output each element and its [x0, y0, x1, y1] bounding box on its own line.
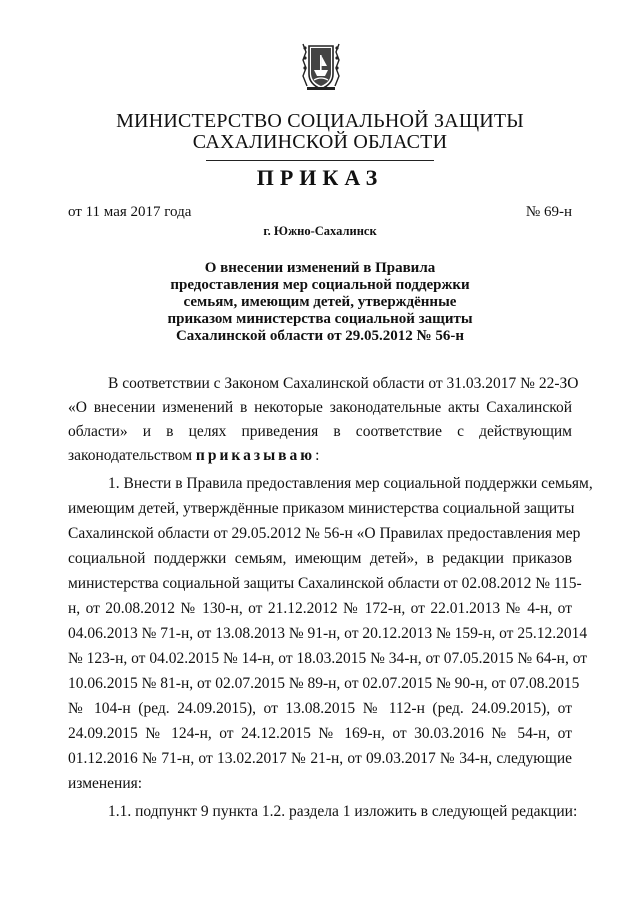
body-line: министерства социальной защиты Сахалинской области от 02.08.2012 № 115- [68, 575, 582, 592]
body-text: : [315, 447, 320, 464]
ministry-name-line2: САХАЛИНСКОЙ ОБЛАСТИ [192, 131, 448, 153]
body-line: № 104-н (ред. 24.09.2015), от 13.08.2015 № 112-н (ред. 24.09.2015), от [68, 700, 572, 717]
body-line: «О внесении изменений в некоторые законодательные акты Сахалинской [68, 399, 572, 416]
body-line: В соответствии с Законом Сахалинской области от 31.03.2017 № 22-ЗО [108, 375, 579, 392]
body-line: 04.06.2013 № 71-н, от 13.08.2013 № 91-н, от 20.12.2013 № 159-н, от 25.12.2014 [68, 625, 588, 642]
order-keyword: приказываю [195, 447, 316, 464]
body-line: 01.12.2016 № 71-н, от 13.02.2017 № 21-н, от 09.03.2017 № 34-н, следующие [68, 750, 572, 767]
document-type-heading: ПРИКАЗ [256, 165, 384, 190]
body-line-order-phrase [68, 446, 319, 466]
order-date: от 11 мая 2017 года [68, 204, 192, 220]
ministry-name-line1: МИНИСТЕРСТВО СОЦИАЛЬНОЙ ЗАЩИТЫ [116, 110, 524, 132]
body-text: законодательством [68, 447, 196, 464]
body-line: Сахалинской области от 29.05.2012 № 56-н «О Правилах предоставления мер [68, 525, 581, 542]
body-line: 24.09.2015 № 124-н, от 24.12.2015 № 169-н, от 30.03.2016 № 54-н, от [68, 725, 572, 742]
coat-of-arms-icon [299, 40, 343, 92]
body-line: области» и в целях приведения в соответствие с действующим [68, 423, 572, 440]
body-line: имеющим детей, утверждённые приказом министерства социальной защиты [68, 500, 575, 517]
body-line: н, от 20.08.2012 № 130-н, от 21.12.2012 № 172-н, от 22.01.2013 № 4-н, от [68, 600, 572, 617]
body-line: изменения: [68, 775, 143, 792]
body-line: 1. Внести в Правила предоставления мер социальной поддержки семьям, [108, 475, 593, 492]
body-line: 1.1. подпункт 9 пункта 1.2. раздела 1 изложить в следующей редакции: [108, 803, 578, 820]
order-city: г. Южно-Сахалинск [263, 224, 377, 238]
order-title: О внесении изменений в Правила предоставления мер социальной поддержки семьям, имеющим детей, утверждённые приказом министерства социальной защиты Сахалинской области от 29.05.2012 № 56-н [167, 260, 473, 344]
header-divider [206, 160, 434, 161]
body-line: 10.06.2015 № 81-н, от 02.07.2015 № 89-н, от 02.07.2015 № 90-н, от 07.08.2015 [68, 675, 580, 692]
order-number: № 69-н [525, 204, 572, 220]
body-line: социальной поддержки семьям, имеющим детей», в редакции приказов [68, 550, 572, 567]
body-line: № 123-н, от 04.02.2015 № 14-н, от 18.03.2015 № 34-н, от 07.05.2015 № 64-н, от [68, 650, 588, 667]
